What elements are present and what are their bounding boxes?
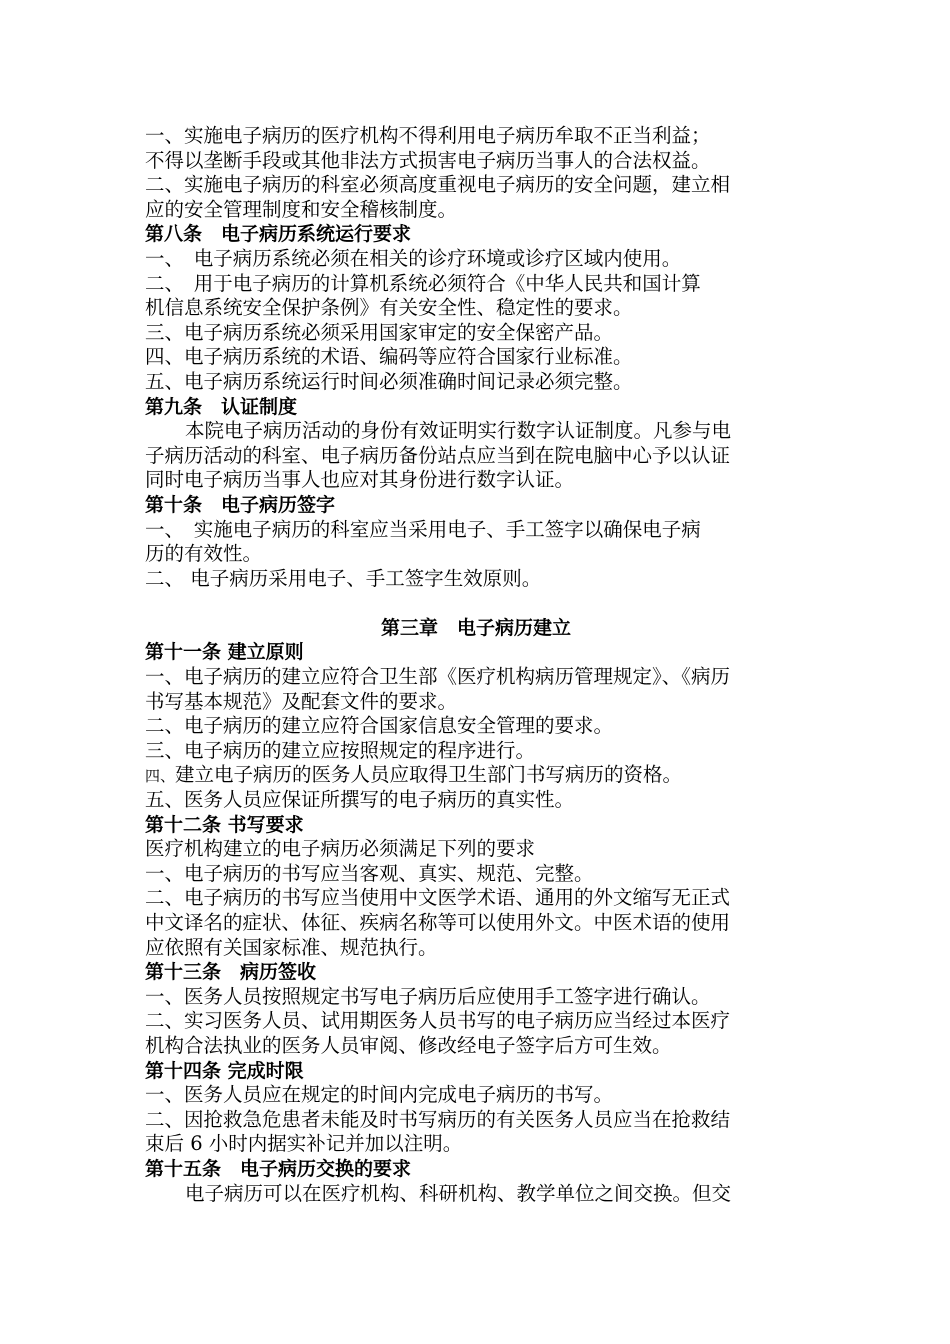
paragraph-line: 二、 用于电子病历的计算机系统必须符合《中华人民共和国计算 [145,271,701,295]
paragraph-line: 三、电子病历的建立应按照规定的程序进行。 [145,738,536,762]
article-heading: 第十四条 完成时限 [145,1059,304,1082]
paragraph-line: 二、因抢救急危患者未能及时书写病历的有关医务人员应当在抢救结 [145,1107,731,1131]
paragraph-line [145,763,815,788]
paragraph-line: 历的有效性。 [145,542,263,566]
article-heading: 第十三条 病历签收 [145,961,317,984]
paragraph-line: 一、 实施电子病历的科室应当采用电子、手工签字以确保电子病 [145,517,701,541]
paragraph-line: 五、电子病历系统运行时间必须准确时间记录必须完整。 [145,369,633,393]
paragraph-line: 一、电子病历的建立应符合卫生部《医疗机构病历管理规定》、《病历 [145,665,731,689]
paragraph-line: 子病历活动的科室、电子病历备份站点应当到在院电脑中心予以认证 [145,443,731,467]
paragraph-line: 二、电子病历的书写应当使用中文医学术语、通用的外文缩写无正式 [145,886,731,910]
paragraph-line: 一、医务人员应在规定的时间内完成电子病历的书写。 [145,1083,614,1107]
list-number: 四、 [145,767,176,786]
paragraph-line: 一、 电子病历系统必须在相关的诊疗环境或诊疗区域内使用。 [145,246,682,270]
paragraph-line: 一、电子病历的书写应当客观、真实、规范、完整。 [145,861,594,885]
paragraph-line: 同时电子病历当事人也应对其身份进行数字认证。 [145,468,575,492]
chapter-title: 第三章 电子病历建立 [380,616,571,639]
paragraph-line: 应的安全管理制度和安全稽核制度。 [145,197,458,221]
paragraph-line: 二、实施电子病历的科室必须高度重视电子病历的安全问题，建立相 [145,173,731,197]
paragraph-line: 一、医务人员按照规定书写电子病历后应使用手工签字进行确认。 [145,984,711,1008]
paragraph-line: 中文译名的症状、体征、疾病名称等可以使用外文。中医术语的使用 [145,911,731,934]
paragraph-line: 五、医务人员应保证所撰写的电子病历的真实性。 [145,788,575,812]
list-text: 建立电子病历的医务人员应取得卫生部门书写病历的资格。 [175,763,683,787]
paragraph-line: 束后 6 小时内据实补记并加以注明。 [145,1132,463,1156]
paragraph-line: 二、 电子病历采用电子、手工签字生效原则。 [145,566,542,590]
paragraph-line: 三、电子病历系统必须采用国家审定的安全保密产品。 [145,320,614,344]
article-heading: 第十条 电子病历签字 [145,493,336,516]
article-heading: 第十二条 书写要求 [145,813,304,836]
paragraph-line: 机信息系统安全保护条例》有关安全性、稳定性的要求。 [145,296,633,320]
article-heading: 第十一条 建立原则 [145,641,304,664]
paragraph-line: 二、电子病历的建立应符合国家信息安全管理的要求。 [145,714,614,738]
paragraph-line: 二、实习医务人员、试用期医务人员书写的电子病历应当经过本医疗 [145,1009,731,1033]
paragraph-line: 机构合法执业的医务人员审阅、修改经电子签字后方可生效。 [145,1033,672,1057]
paragraph-line: 四、电子病历系统的术语、编码等应符合国家行业标准。 [145,345,633,369]
paragraph-line: 电子病历可以在医疗机构、科研机构、教学单位之间交换。但交 [185,1181,732,1205]
article-heading: 第十五条 电子病历交换的要求 [145,1157,412,1180]
paragraph-line: 本院电子病历活动的身份有效证明实行数字认证制度。凡参与电 [185,419,732,443]
paragraph-line: 书写基本规范》及配套文件的要求。 [145,689,458,713]
article-heading: 第八条 电子病历系统运行要求 [145,223,412,246]
article-heading: 第九条 认证制度 [145,395,298,418]
paragraph-line: 一、实施电子病历的医疗机构不得利用电子病历牟取不正当利益； [145,124,711,147]
paragraph-line: 医疗机构建立的电子病历必须满足下列的要求 [145,837,536,861]
document-page [145,124,815,1206]
paragraph-line: 应依照有关国家标准、规范执行。 [145,935,438,959]
paragraph-line: 不得以垄断手段或其他非法方式损害电子病历当事人的合法权益。 [145,148,711,172]
